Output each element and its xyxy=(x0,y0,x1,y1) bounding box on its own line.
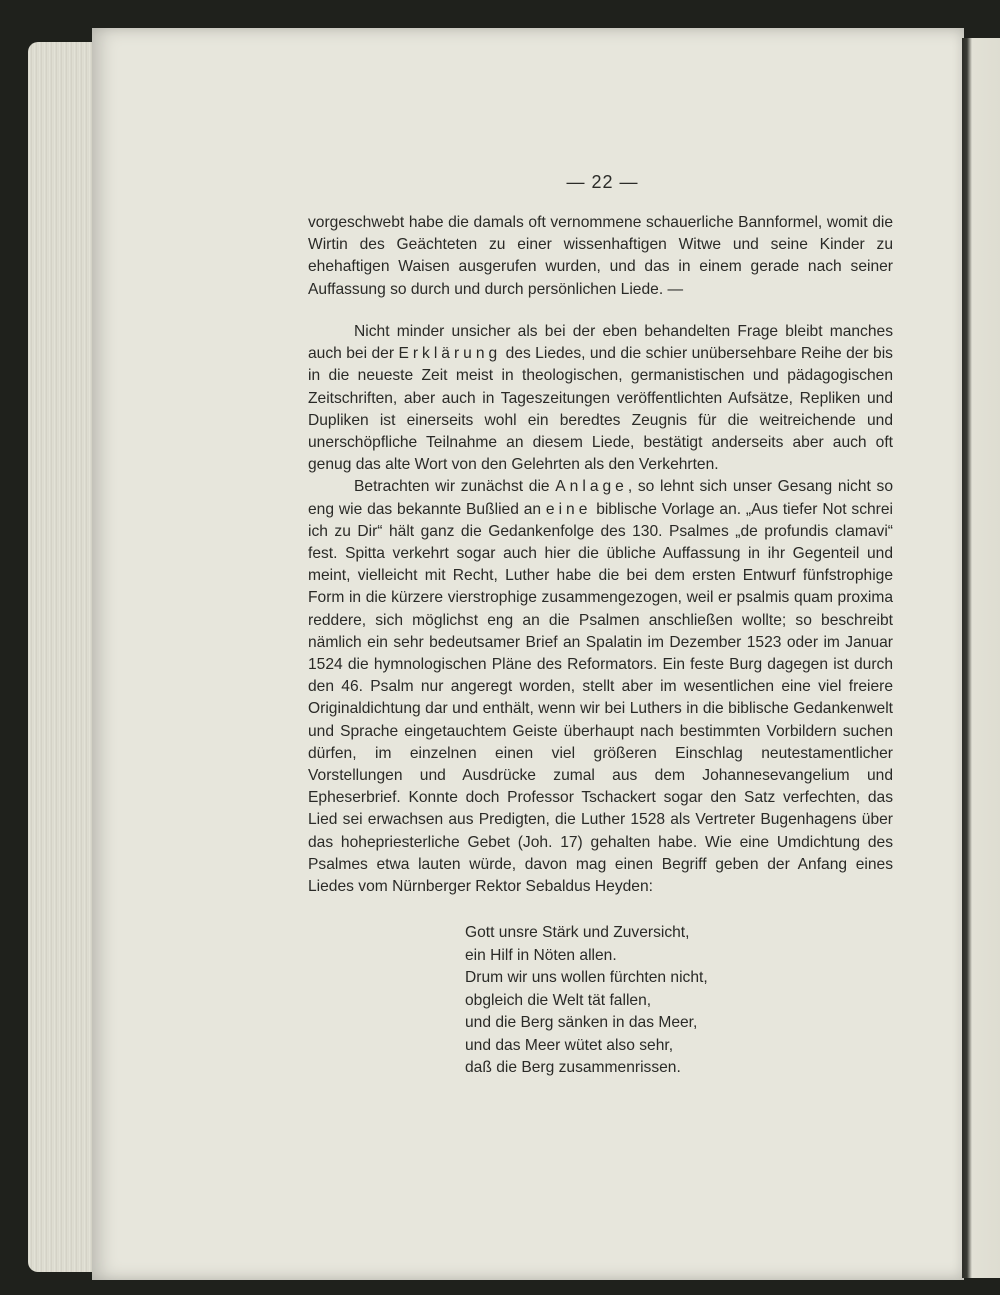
verse-line: und das Meer wütet also sehr, xyxy=(465,1036,674,1054)
page-number: — 22 — xyxy=(566,172,639,192)
paragraph-1: vorgeschwebt habe die damals oft vernommene schauerliche Bannformel, womit die Wirtin des Geächteten zu einer wissenhaftigen Witwe und seine Kinder zu ehehaftigen Waisen ausgerufen wurden, und das in einem gerade nach seiner Auffassung so durch und durch persönlichen Liede. — xyxy=(308,214,893,298)
body-text-top xyxy=(308,212,893,301)
verse-block xyxy=(465,922,825,1080)
paragraph-3-spaced-term-1: Anlage xyxy=(555,478,628,496)
paragraph-3-middle: , so lehnt sich unser Gesang nicht so eng wie das bekannte Bußlied an xyxy=(308,478,893,518)
paragraph-3-spaced-term-2: eine xyxy=(545,500,592,518)
paragraph-2 xyxy=(308,321,893,476)
paragraph-2-before: Nicht minder unsicher als bei der eben behandelten Frage bleibt manches auch bei der xyxy=(308,323,893,363)
verse-line: ein Hilf in Nöten allen. xyxy=(465,946,617,964)
body-text-main xyxy=(308,321,893,898)
paragraph-3-after: biblische Vorlage an. „Aus tiefer Not schrei ich zu Dir“ hält ganz die Gedankenfolge des 130. Psalmes „de profundis clamavi“ fest. Spitta verkehrt sogar auch hier die übliche Auffassung in ihr Gegenteil und meint, vielleicht mit Recht, Luther habe die bei dem ersten Entwurf fünfstrophige Form in die kürzere vierstrophige zusammengezogen, weil er psalmis quam proxima reddere, sich möglichst eng an die Psalmen anschließen wollte; so beschreibt nämlich ein sehr bedeutsamer Brief an Spalatin im Dezember 1523 oder im Januar 1524 die hymnologischen Pläne des Reformators. Ein feste Burg dagegen ist durch den 46. Psalm nur angeregt worden, stellt aber im wesentlichen eine viel freiere Originaldichtung dar und enthält, wenn wir bei Luthers in die biblische Gedankenwelt und Sprache eingetauchtem Geiste überhaupt nach bestimmten Vorbildern suchen dürfen, im einzelnen einen viel größeren Einschlag neutestamentlicher Vorstellungen und Ausdrücke zumal aus dem Johannesevangelium und Epheserbrief. Konnte doch Professor Tschackert sogar den Satz verfechten, das Lied sei erwachsen aus Predigten, die Luther 1528 als Vertreter Bugenhagens über das hohepriesterliche Gebet (Joh. 17) gehalten habe. Wie eine Umdichtung des Psalmes etwa lauten würde, davon mag einen Begriff geben der Anfang eines Liedes vom Nürnberger Rektor Sebaldus Heyden: xyxy=(308,500,894,896)
paragraph-2-after: des Liedes, und die schier unübersehbare Reihe der bis in die neueste Zeit meist in theologischen, germanistischen und pädagogischen Zeitschriften, aber auch in Tageszeitungen veröffentlichten Aufsätze, Repliken und Dupliken ist einerseits wohl ein beredtes Zeugnis für die weitreichende und unerschöpfliche Teilnahme an diesem Liede, bestätigt anderseits aber auch oft genug das alte Wort von den Gelehrten als den Verkehrten. xyxy=(308,345,893,474)
paragraph-3 xyxy=(308,476,893,898)
paragraph-3-before: Betrachten wir zunächst die xyxy=(354,478,556,496)
verse-line: daß die Berg zusammenrissen. xyxy=(465,1059,681,1076)
verse-line: und die Berg sänken in das Meer, xyxy=(465,1014,698,1031)
book-gutter xyxy=(962,38,1000,1278)
verse-line: obgleich die Welt tät fallen, xyxy=(465,991,652,1009)
paragraph-2-spaced-term: Erklärung xyxy=(398,345,502,363)
verse-line: Gott unsre Stärk und Zuversicht, xyxy=(465,924,690,941)
verse-line: Drum wir uns wollen fürchten nicht, xyxy=(465,969,708,986)
